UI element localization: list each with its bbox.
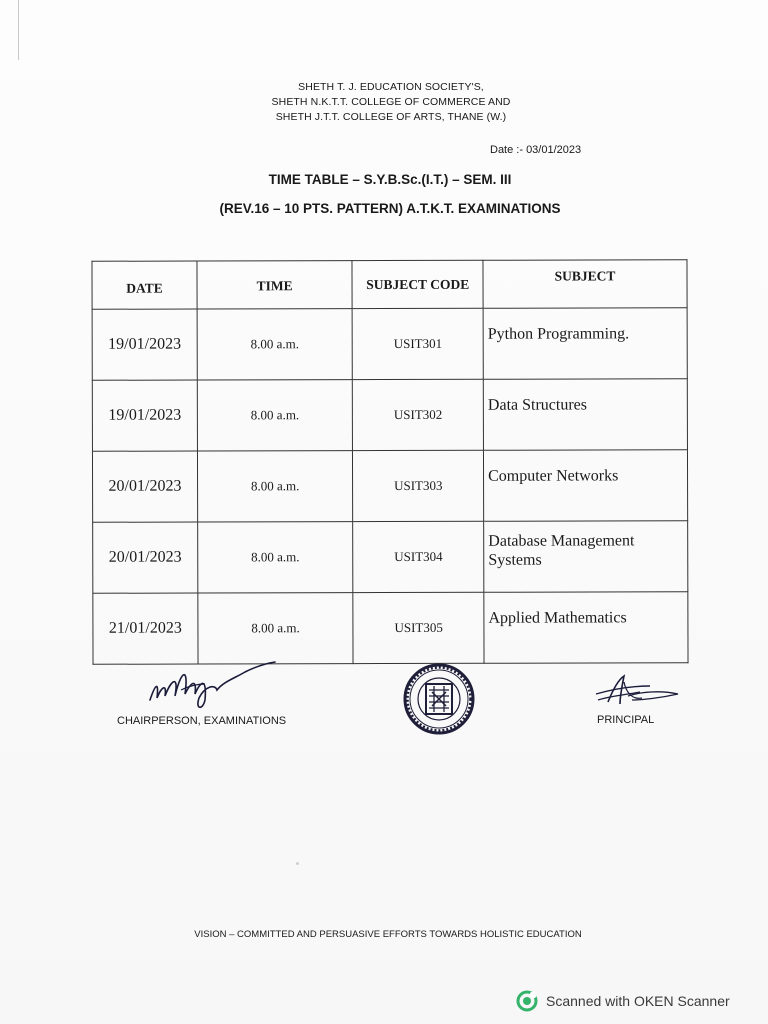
table-row xyxy=(92,308,687,381)
cell-time: 8.00 a.m. xyxy=(198,522,354,593)
scanner-text: Scanned with OKEN Scanner xyxy=(546,993,730,1009)
header-time: TIME xyxy=(197,261,353,309)
header-line-2: SHETH N.K.T.T. COLLEGE OF COMMERCE AND xyxy=(271,96,511,108)
cell-time: 8.00 a.m. xyxy=(197,451,353,522)
cell-code: USIT305 xyxy=(353,592,484,663)
table-row xyxy=(93,521,688,594)
header-subject: SUBJECT xyxy=(483,260,687,309)
cell-code: USIT301 xyxy=(352,308,483,379)
subject-text: Database Management Systems xyxy=(488,532,635,569)
timetable-title: TIME TABLE – S.Y.B.Sc.(I.T.) – SEM. III xyxy=(268,172,512,187)
timetable xyxy=(91,259,688,665)
table-header-row xyxy=(92,260,687,310)
college-seal-icon xyxy=(402,662,476,736)
document-date: Date :- 03/01/2023 xyxy=(490,144,582,156)
scan-speck xyxy=(296,862,299,865)
scan-edge-line xyxy=(18,0,19,60)
chairperson-signature xyxy=(145,660,285,715)
cell-date: 20/01/2023 xyxy=(93,522,198,593)
principal-label: PRINCIPAL xyxy=(597,714,655,726)
header-date: DATE xyxy=(92,261,197,309)
principal-signature xyxy=(590,672,690,712)
cell-subject xyxy=(484,592,688,664)
vision-statement: VISION – COMMITTED AND PERSUASIVE EFFORTS TOWARDS HOLISTIC EDUCATION xyxy=(194,929,582,940)
cell-subject xyxy=(484,521,688,593)
header-subject-code: SUBJECT CODE xyxy=(352,260,483,308)
scanner-watermark xyxy=(516,990,730,1012)
cell-code: USIT302 xyxy=(353,379,484,450)
cell-code: USIT303 xyxy=(353,450,484,521)
cell-subject xyxy=(483,379,687,451)
cell-date: 21/01/2023 xyxy=(93,593,198,664)
cell-time: 8.00 a.m. xyxy=(197,309,353,380)
cell-subject xyxy=(483,308,687,380)
table-row xyxy=(93,592,688,665)
subject-text: Applied Mathematics xyxy=(488,609,627,627)
cell-code: USIT304 xyxy=(353,521,484,592)
subject-text: Data Structures xyxy=(487,396,588,414)
table-row xyxy=(92,450,687,523)
timetable-subtitle: (REV.16 – 10 PTS. PATTERN) A.T.K.T. EXAMINATIONS xyxy=(219,201,561,216)
header-line-3: SHETH J.T.T. COLLEGE OF ARTS, THANE (W.) xyxy=(275,111,507,123)
cell-subject xyxy=(484,450,688,522)
header-line-1: SHETH T. J. EDUCATION SOCIETY'S, xyxy=(298,81,484,93)
cell-date: 19/01/2023 xyxy=(92,380,197,451)
cell-time: 8.00 a.m. xyxy=(198,593,354,664)
cell-time: 8.00 a.m. xyxy=(197,380,353,451)
oken-scanner-logo-icon xyxy=(516,990,538,1012)
chairperson-label: CHAIRPERSON, EXAMINATIONS xyxy=(117,715,287,727)
table-row xyxy=(92,379,687,452)
subject-text: Computer Networks xyxy=(488,467,619,485)
institution-header xyxy=(0,80,768,125)
cell-date: 19/01/2023 xyxy=(92,309,197,380)
cell-date: 20/01/2023 xyxy=(92,451,197,522)
subject-text: Python Programming. xyxy=(487,325,630,343)
